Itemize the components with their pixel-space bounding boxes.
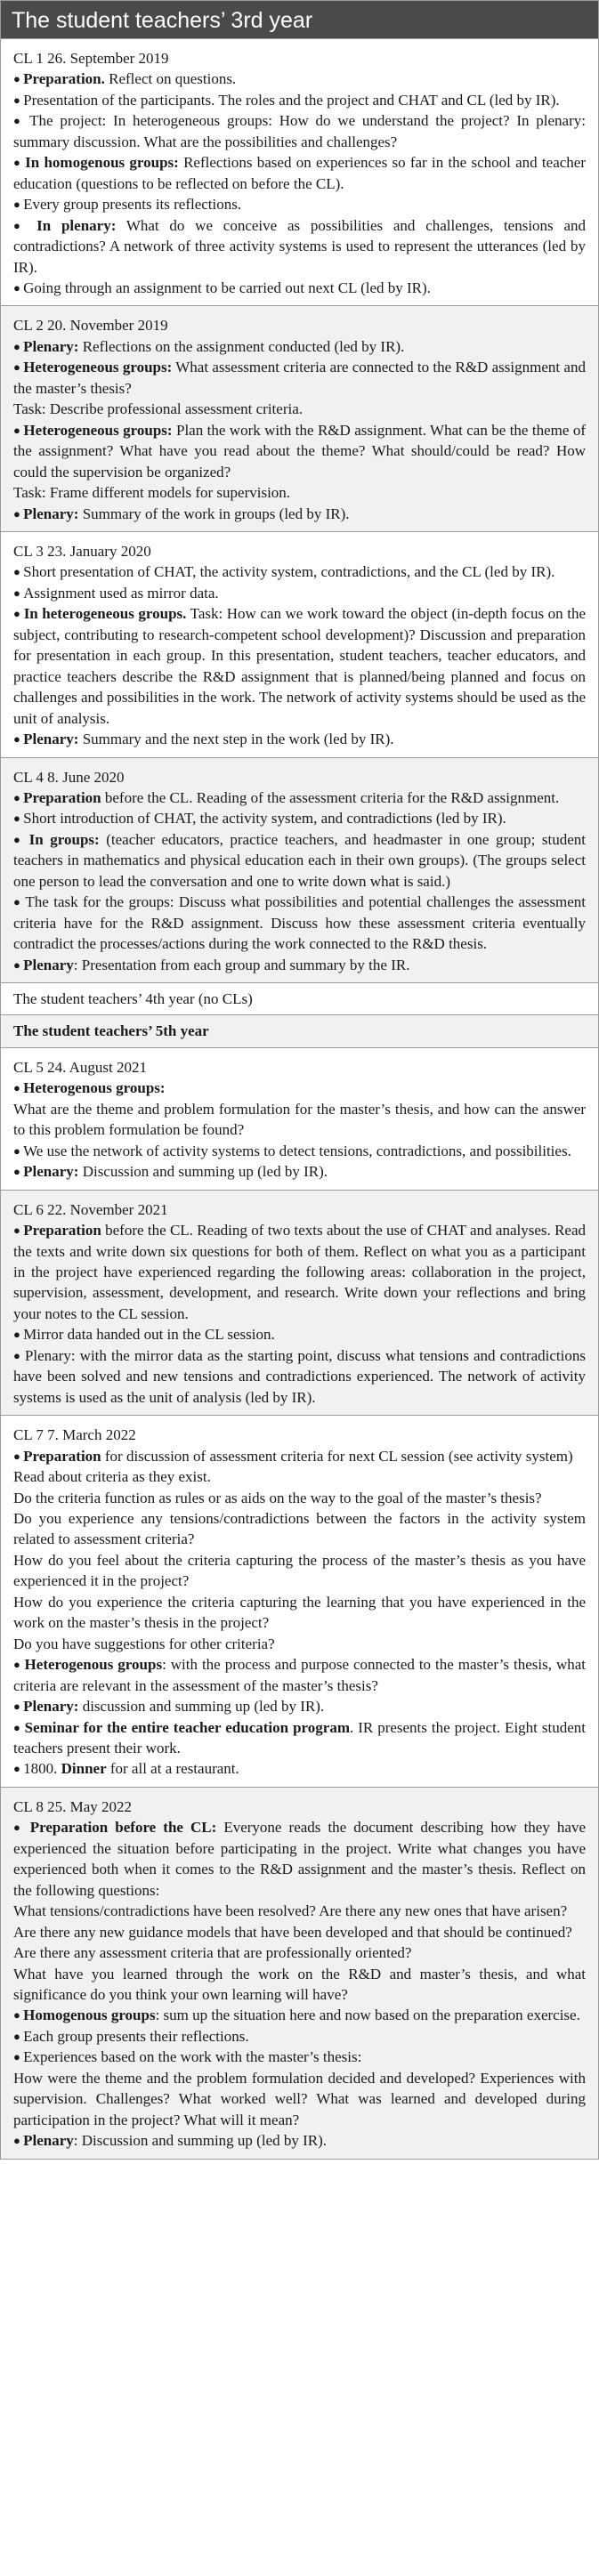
line-text: CL 5 24. August 2021	[13, 1058, 148, 1076]
line-text: Experiences based on the work with the master’s thesis:	[23, 2048, 362, 2066]
line-text: Every group presents its reflections.	[23, 196, 242, 214]
bullet-icon: ●	[13, 1720, 25, 1734]
text-line	[13, 1508, 586, 1550]
line-text: Reflect on questions.	[104, 70, 237, 88]
line-text: CL 1 26. September 2019	[13, 50, 169, 67]
bold-label: Homogenous groups	[23, 2007, 156, 2024]
line-text: for all at a restaurant.	[106, 1760, 239, 1778]
bold-label: Heterogeneous groups:	[23, 359, 173, 376]
bullet-item	[13, 955, 586, 975]
line-text: : Discussion and summing up (led by IR).	[73, 2132, 328, 2150]
bullet-icon: ●	[13, 1165, 24, 1179]
bullet-item	[13, 336, 586, 357]
bold-label: Plenary:	[23, 505, 79, 522]
bold-label: Heterogeneous groups:	[23, 421, 173, 439]
line-text: What assessment criteria are connected to the R&D assignment and the master’s thesis?	[13, 359, 586, 397]
line-text: Reflections on the assignment conducted (led by IR).	[78, 337, 405, 355]
bullet-icon: ●	[13, 895, 26, 909]
session-heading	[13, 1797, 586, 1817]
text-line	[13, 1488, 586, 1508]
bullet-item	[13, 1817, 586, 1901]
bold-label: Heterogenous groups	[24, 1656, 163, 1674]
bullet-item	[13, 1758, 586, 1779]
bullet-item	[13, 2026, 586, 2047]
line-text: CL 6 22. November 2021	[13, 1200, 168, 1218]
table-cell-cl2	[1, 305, 598, 531]
line-text: Task: How can we work toward the object (in-depth focus on the subject, contributing to research-competent school development)? Discussion and preparation for presentation in each group. In this presentation, student teachers, teacher educators, and practice teachers describe the R&D assignment that is planned/being planned and focus on challenges and possibilities in the work. The network of activity systems should be used as the unit of analysis.	[13, 605, 586, 727]
line-text: What tensions/contradictions have been resolved? Are there any new ones that have arisen?	[13, 1902, 568, 1920]
line-text: Assignment used as mirror data.	[23, 584, 219, 602]
line-text: The task for the groups: Discuss what possibilities and potential challenges the assessment criteria have for the R&D assignment. Discuss how these assessment criteria eventually contradict the processes/actions during the work connected to the R&D thesis.	[13, 893, 586, 953]
bold-label: In heterogeneous groups.	[23, 605, 187, 623]
bold-label: In groups:	[28, 830, 100, 848]
bullet-icon: ●	[13, 280, 24, 295]
text-line	[13, 1964, 586, 2006]
line-text: Short introduction of CHAT, the activity system, and contradictions (led by IR).	[23, 810, 506, 828]
bold-label: Dinner	[61, 1760, 107, 1778]
bold-label: Preparation.	[23, 70, 105, 88]
session-heading	[13, 1199, 586, 1220]
session-heading	[13, 989, 586, 1009]
table-cell-cl5	[1, 1047, 598, 1190]
bullet-item	[13, 2047, 586, 2067]
line-text: Do you have suggestions for other criteria?	[13, 1635, 275, 1652]
line-text: Everyone reads the document describing how they have experienced the situation before participating in the project. Write what changes you have experienced both when it comes to the R&D assignment and the master’s thesis. Reflect on the following questions:	[13, 1819, 586, 1899]
bullet-icon: ●	[13, 832, 29, 846]
text-line	[13, 1942, 586, 1963]
line-text: How were the theme and the problem formulation decided and developed? Experiences with supervision. Challenges? What worked well? What was learned and developed during participation in the project? What will it mean?	[13, 2069, 586, 2128]
bullet-icon: ●	[13, 1143, 24, 1158]
line-text: CL 4 8. June 2020	[13, 768, 125, 786]
bullet-icon: ●	[13, 2008, 24, 2023]
bold-label: Plenary:	[23, 1698, 79, 1716]
table-cell-fourth-year	[1, 982, 598, 1014]
session-heading	[13, 541, 586, 561]
bullet-icon: ●	[13, 339, 24, 353]
line-text: Plenary: with the mirror data as the starting point, discuss what tensions and contradictions have been solved and new tensions and contradictions experienced. The network of activity systems is used as the unit of analysis (led by IR).	[13, 1346, 586, 1406]
table-cell-cl3	[1, 531, 598, 757]
bullet-icon: ●	[13, 93, 24, 107]
line-text: Task: Frame different models for supervision.	[13, 484, 291, 502]
bullet-item	[13, 1220, 586, 1324]
line-text: Reflections based on experiences so far in the school and teacher education (questions to be reflected on before the CL).	[13, 154, 586, 192]
text-line	[13, 2068, 586, 2130]
bullet-icon: ●	[13, 506, 24, 521]
bullet-icon: ●	[13, 1348, 25, 1362]
bullet-item	[13, 1141, 586, 1161]
bullet-icon: ●	[13, 1328, 24, 1342]
bullet-icon: ●	[13, 2029, 24, 2043]
bold-label: In plenary:	[36, 216, 117, 234]
line-text: before the CL. Reading of the assessment criteria for the R&D assignment.	[101, 788, 560, 806]
line-text: How do you feel about the criteria capturing the process of the master’s thesis as you have experienced it in the project?	[13, 1551, 586, 1590]
line-text: CL 8 25. May 2022	[13, 1797, 133, 1815]
text-line	[13, 1466, 586, 1487]
line-text: before the CL. Reading of two texts about the use of CHAT and analyses. Read the texts and write down six questions for both of them. Reflect on what you as a participant in the project have experienced regarding the following areas: collaboration in the project, supervision, assessment, development, and research. Write down your reflections and bring your notes to the CL session.	[13, 1222, 586, 1322]
bullet-icon: ●	[13, 114, 30, 128]
bullet-item	[13, 1161, 586, 1182]
line-text: How do you experience the criteria capturing the learning that you have experienced in the work on the master’s thesis in the project?	[13, 1593, 586, 1632]
bullet-icon: ●	[13, 1700, 24, 1714]
table-cell-cl7	[1, 1415, 598, 1787]
text-line	[13, 1099, 586, 1141]
session-heading	[13, 1425, 586, 1445]
bold-label: Plenary	[23, 956, 74, 973]
line-text: for discussion of assessment criteria for next CL session (see activity system)	[101, 1447, 573, 1465]
line-text: Presentation of the participants. The roles and the project and CHAT and CL (led by IR).	[23, 91, 560, 109]
bullet-item	[13, 808, 586, 828]
table-cell-cl4	[1, 757, 598, 983]
line-text: Going through an assignment to be carried out next CL (led by IR).	[23, 279, 431, 296]
line-text: Summary of the work in groups (led by IR).	[78, 505, 350, 522]
bullet-icon: ●	[13, 1223, 24, 1238]
bullet-icon: ●	[13, 156, 26, 170]
line-text: . IR presents the project. Eight student teachers present their work.	[13, 1718, 586, 1756]
session-heading	[13, 315, 586, 335]
bold-label: Preparation before the CL:	[29, 1819, 217, 1837]
table-cell-fifth-year	[1, 1014, 598, 1046]
bullet-item	[13, 1717, 586, 1759]
bullet-icon: ●	[13, 585, 24, 600]
text-line	[13, 1922, 586, 1942]
line-prefix: 1800.	[23, 1760, 61, 1778]
bullet-item	[13, 829, 586, 892]
text-line	[13, 1901, 586, 1921]
line-text: CL 2 20. November 2019	[13, 317, 168, 335]
bold-label: The student teachers’ 5th year	[13, 1022, 209, 1040]
line-text: Read about criteria as they exist.	[13, 1468, 211, 1486]
bullet-item	[13, 729, 586, 749]
line-text: Do you experience any tensions/contradictions between the factors in the activity system related to assessment criteria?	[13, 1510, 586, 1548]
bullet-icon: ●	[13, 565, 24, 579]
text-line	[13, 1550, 586, 1592]
bold-label: Preparation	[23, 1447, 101, 1465]
bullet-icon: ●	[13, 732, 24, 747]
line-text: (teacher educators, practice teachers, and headmaster in one group; student teachers in mathematics and physical education each in their own groups). (The groups select one person to lead the conversation and one to write down what is said.)	[13, 830, 586, 890]
line-text: Do the criteria function as rules or as aids on the way to the goal of the master’s thesis?	[13, 1489, 542, 1506]
line-text: We use the network of activity systems to detect tensions, contradictions, and possibilities.	[23, 1142, 571, 1159]
session-heading	[13, 1021, 586, 1041]
session-heading	[13, 1057, 586, 1078]
bullet-item	[13, 90, 586, 110]
bullet-item	[13, 603, 586, 729]
line-text: Are there any assessment criteria that are professionally oriented?	[13, 1944, 412, 1962]
bullet-icon: ●	[13, 957, 24, 972]
line-text: What do we conceive as possibilities and challenges, tensions and contradictions? A network of three activity systems is used to represent the utterances (led by IR).	[13, 216, 586, 276]
bullet-item	[13, 1446, 586, 1466]
line-text: What have you learned through the work on the R&D and master’s thesis, and what significance do you think your own learning will have?	[13, 1965, 586, 2003]
bullet-item	[13, 278, 586, 298]
bullet-item	[13, 1345, 586, 1408]
text-line	[13, 1592, 586, 1634]
bullet-icon: ●	[13, 812, 24, 826]
line-text: Each group presents their reflections.	[23, 2027, 249, 2045]
bullet-item	[13, 561, 586, 582]
bullet-item	[13, 110, 586, 152]
table-cell-cl8	[1, 1787, 598, 2159]
bullet-item	[13, 1324, 586, 1345]
bullet-icon: ●	[13, 1658, 25, 1672]
line-text: The project: In heterogeneous groups: How do we understand the project? In plenary: summary discussion. What are the possibilities and challenges?	[13, 112, 586, 150]
bullet-icon: ●	[13, 1081, 24, 1095]
bullet-icon: ●	[13, 360, 24, 375]
line-text: Plan the work with the R&D assignment. What can be the theme of the assignment? What have you read about the theme? What should/could be read? How could the supervision be organized?	[13, 421, 586, 480]
line-text: CL 3 23. January 2020	[13, 542, 151, 560]
bullet-item	[13, 583, 586, 603]
line-text: : with the process and purpose connected to the master’s thesis, what criteria are relevant in the assessment of the master’s thesis?	[13, 1656, 587, 1694]
line-text: : sum up the situation here and now based on the preparation exercise.	[155, 2007, 580, 2024]
session-heading	[13, 48, 586, 69]
bullet-item	[13, 1654, 586, 1696]
bullet-icon: ●	[13, 2050, 24, 2064]
text-line	[13, 1634, 586, 1654]
bullet-item	[13, 152, 586, 194]
bullet-item	[13, 2005, 586, 2025]
bullet-item	[13, 357, 586, 399]
bullet-item	[13, 1696, 586, 1716]
bullet-item	[13, 69, 586, 89]
line-text: Are there any new guidance models that have been developed and that should be continued?	[13, 1923, 572, 1941]
bold-label: Plenary:	[23, 1163, 79, 1181]
line-text: Summary and the next step in the work (led by IR).	[78, 731, 394, 748]
line-text: Discussion and summing up (led by IR).	[78, 1163, 328, 1181]
bold-label: In homogenous groups:	[25, 154, 179, 172]
bold-label: Plenary:	[23, 337, 79, 355]
table-cell-cl6	[1, 1190, 598, 1416]
bullet-item	[13, 194, 586, 214]
line-text: Task: Describe professional assessment criteria.	[13, 400, 304, 418]
bullet-item	[13, 787, 586, 808]
bold-label: Plenary	[23, 2132, 74, 2150]
line-text: discussion and summing up (led by IR).	[78, 1698, 325, 1716]
bullet-icon: ●	[13, 1821, 30, 1835]
bold-label: Seminar for the entire teacher education program	[24, 1718, 350, 1736]
bullet-icon: ●	[13, 2134, 24, 2148]
line-text: What are the theme and problem formulation for the master’s thesis, and how can the answer to this problem formulation be found?	[13, 1100, 586, 1139]
bullet-item	[13, 2130, 586, 2151]
bold-label: Preparation	[23, 1222, 101, 1240]
bold-label: Plenary:	[23, 731, 79, 748]
line-text: The student teachers’ 4th year (no CLs)	[13, 990, 253, 1008]
bullet-icon: ●	[13, 198, 24, 212]
bullet-icon: ●	[13, 423, 24, 437]
line-text: Short presentation of CHAT, the activity system, contradictions, and the CL (led by IR).	[23, 563, 555, 581]
bullet-item	[13, 892, 586, 954]
line-text: CL 7 7. March 2022	[13, 1426, 136, 1444]
bullet-icon: ●	[13, 1449, 24, 1463]
bullet-icon: ●	[13, 607, 24, 621]
text-line	[13, 482, 586, 503]
bullet-item	[13, 504, 586, 524]
line-text: : Presentation from each group and summary by the IR.	[73, 956, 410, 973]
table-title: The student teachers’ 3rd year	[1, 1, 598, 38]
bullet-icon: ●	[13, 218, 37, 232]
bullet-icon: ●	[13, 72, 24, 86]
table-body	[1, 38, 598, 2159]
bullet-icon: ●	[13, 1762, 24, 1776]
bold-label: Preparation	[23, 788, 101, 806]
bullet-icon: ●	[13, 790, 24, 804]
bullet-item	[13, 420, 586, 482]
table-cell-cl1	[1, 38, 598, 305]
bold-label: Heterogenous groups:	[23, 1079, 166, 1097]
session-heading	[13, 767, 586, 787]
line-text: Mirror data handed out in the CL session.	[23, 1326, 275, 1344]
bullet-item	[13, 215, 586, 278]
text-line	[13, 399, 586, 419]
bullet-item	[13, 1078, 586, 1098]
